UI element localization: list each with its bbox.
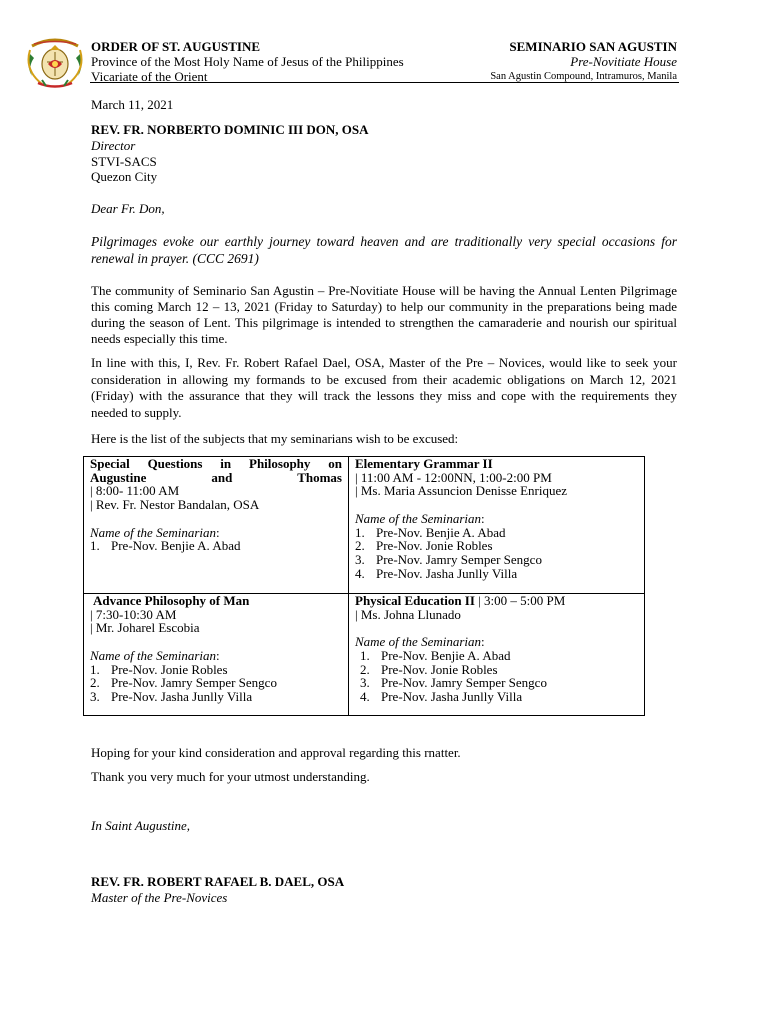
header-left: [91, 39, 404, 84]
seminarian-list: [90, 539, 342, 553]
seminary-name: SEMINARIO SAN AGUSTIN: [509, 39, 677, 54]
salutation: Dear Fr. Don,: [91, 201, 165, 216]
seminarian-label: Name of the Seminarian:: [90, 647, 220, 663]
order-name: ORDER OF ST. AUGUSTINE: [91, 39, 261, 54]
province-name: Province of the Most Holy Name of Jesus of the Philippines: [91, 54, 404, 69]
subject-cell: [84, 457, 349, 594]
list-item: 1. Pre-Nov. Benjie A. Abad: [360, 647, 511, 663]
list-item: 3. Pre-Nov. Jamry Semper Sengco: [360, 675, 547, 691]
house-name: Pre-Novitiate House: [570, 54, 677, 69]
paragraph-2: In line with this, I, Rev. Fr. Robert Rafael Dael, OSA, Master of the Pre – Novices, would like to seek your consideration in allowing my formands to be excused from their academic obligations on March 12, 2021 (Friday) with the assurance that they will track the lessons they miss and cope with the requirements they needed to supply.: [91, 355, 677, 420]
subject-time: | 3:00 – 5:00 PM: [478, 593, 566, 608]
augustinian-seal-icon: [24, 36, 86, 90]
subject-heading: [355, 594, 638, 608]
subject-time: | 7:30-10:30 AM: [90, 606, 177, 622]
recipient-title: Director: [91, 137, 136, 153]
list-item: 1. Pre-Nov. Benjie A. Abad: [90, 538, 241, 554]
signatory-name: REV. FR. ROBERT RAFAEL B. DAEL, OSA: [91, 874, 345, 889]
seminarian-label: Name of the Seminarian:: [355, 510, 485, 526]
subject-title: Elementary Grammar II: [355, 456, 493, 471]
subject-title: Special Questions in Philosophy on Augustine and Thomas: [90, 456, 342, 485]
seminarian-list: [355, 649, 638, 704]
subjects-table: [83, 456, 645, 716]
list-item: 3. Pre-Nov. Jasha Junlly Villa: [90, 688, 253, 704]
subject-teacher: | Ms. Johna Llunado: [355, 606, 461, 622]
closing-paragraph-2: Thank you very much for your utmost understanding.: [91, 769, 370, 784]
list-item: 4. Pre-Nov. Jasha Junlly Villa: [360, 688, 523, 704]
list-item: 2. Pre-Nov. Jonie Robles: [360, 661, 498, 677]
letter-date: March 11, 2021: [91, 97, 174, 112]
list-item: 3. Pre-Nov. Jamry Semper Sengco: [355, 551, 542, 567]
recipient-name: REV. FR. NORBERTO DOMINIC III DON, OSA: [91, 122, 369, 137]
valediction: In Saint Augustine,: [91, 818, 191, 833]
subject-cell: [349, 594, 645, 716]
closing-paragraph-1: Hoping for your kind consideration and approval regarding this rnatter.: [91, 745, 461, 760]
opening-quote: Pilgrimages evoke our earthly journey toward heaven and are traditionally very special occasions for renewal in prayer. (CCC 2691): [91, 234, 677, 266]
header-right: [490, 39, 677, 84]
seminarian-label: Name of the Seminarian:: [355, 634, 485, 650]
list-intro: Here is the list of the subjects that my seminarians wish to be excused:: [91, 431, 459, 446]
subject-cell: [349, 457, 645, 594]
vicariate-name: Vicariate of the Orient: [91, 69, 208, 84]
seminarian-list: [355, 526, 638, 581]
subject-teacher: | Mr. Joharel Escobia: [90, 620, 200, 636]
subject-cell: [84, 594, 349, 716]
table-row: [84, 457, 645, 594]
recipient-city: Quezon City: [91, 169, 158, 185]
seminary-address: San Agustin Compound, Intramuros, Manila: [490, 71, 677, 82]
subject-time: | 8:00- 11:00 AM: [90, 483, 180, 499]
paragraph-1: The community of Seminario San Agustin – Pre-Novitiate House will be having the Annual Lenten Pilgrimage this coming March 12 – 13, 2021 (Friday to Saturday) to help our community in the preparations being made during the season of Lent. This pilgrimage is intended to strengthen the camaraderie and nourish our spiritual needs especially this time.: [91, 283, 677, 346]
list-item: 4. Pre-Nov. Jasha Junlly Villa: [355, 565, 518, 581]
subject-time: | 11:00 AM - 12:00NN, 1:00-2:00 PM: [355, 469, 552, 485]
subject-teacher: | Rev. Fr. Nestor Bandalan, OSA: [90, 497, 260, 513]
subject-teacher: | Ms. Maria Assuncion Denisse Enriquez: [355, 483, 568, 499]
list-item: 1. Pre-Nov. Jonie Robles: [90, 661, 228, 677]
list-item: 1. Pre-Nov. Benjie A. Abad: [355, 524, 506, 540]
list-item: 2. Pre-Nov. Jamry Semper Sengco: [90, 675, 277, 691]
recipient-org: STVI-SACS: [91, 153, 157, 169]
subject-title: Physical Education II: [355, 593, 475, 608]
recipient-block: [91, 122, 369, 185]
signatory-title: Master of the Pre-Novices: [91, 890, 228, 905]
seminarian-list: [90, 663, 342, 704]
subject-title: Advance Philosophy of Man: [93, 593, 250, 608]
signature-block: [91, 874, 344, 906]
header-divider: [90, 82, 679, 83]
table-row: [84, 594, 645, 716]
list-item: 2. Pre-Nov. Jonie Robles: [355, 538, 493, 554]
seminarian-label: Name of the Seminarian:: [90, 524, 220, 540]
